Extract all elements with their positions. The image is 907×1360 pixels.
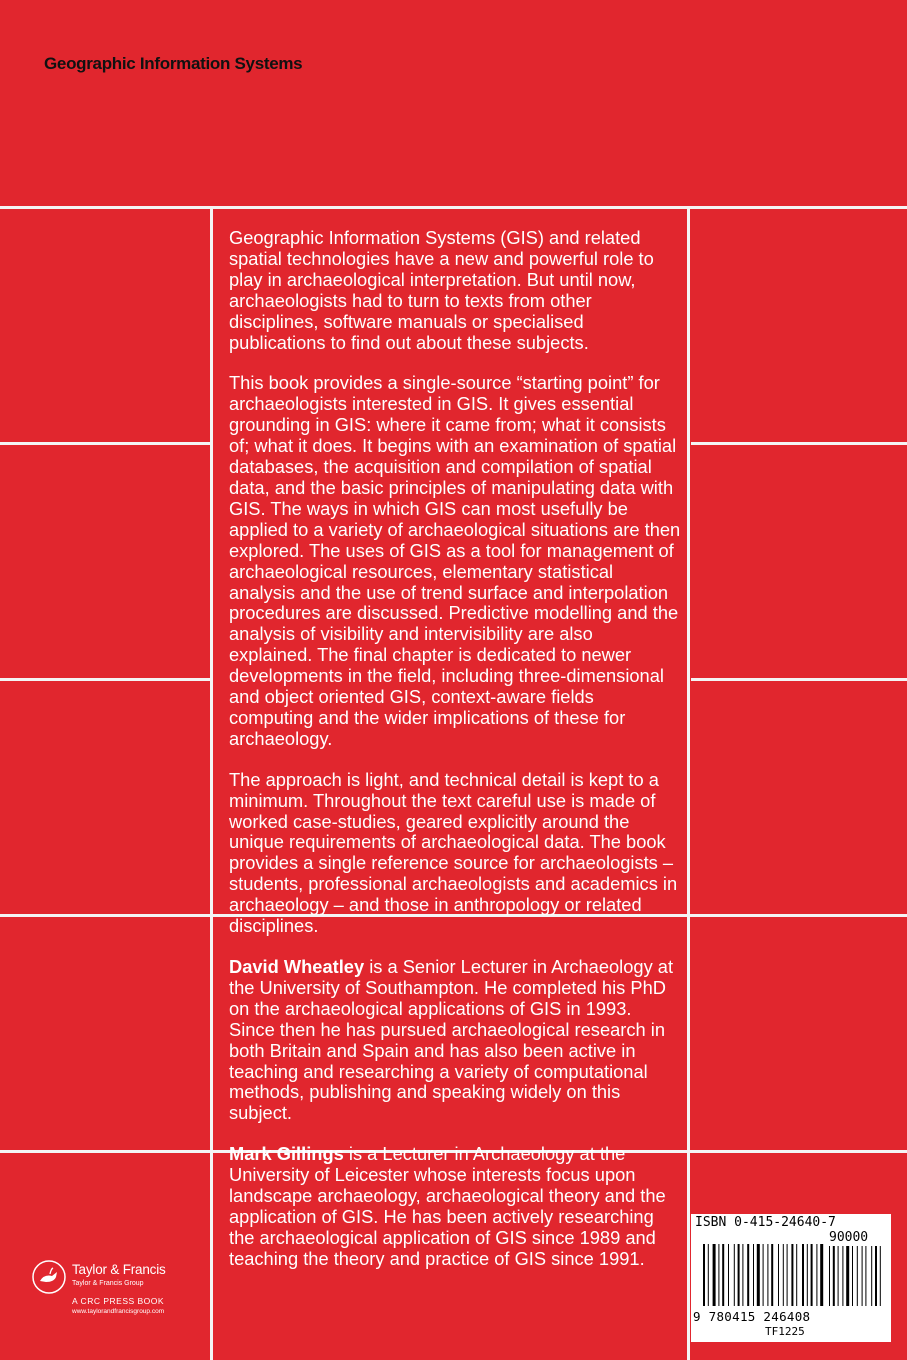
- author-bio-text: is a Senior Lecturer in Archaeology at the University of Southampton. He completed his PhD on the archaeological applications of GIS in 1993. Since then he has pursued archaeological research in both Britain and Spain and has also been active in teaching and researching a variety of computational methods, publishing and speaking widely on this subject.: [229, 956, 674, 1124]
- price-code: 90000: [829, 1230, 869, 1245]
- grid-line: [691, 442, 907, 445]
- product-code: TF1225: [765, 1325, 805, 1338]
- blurb-paragraph: This book provides a single-source “starting point” for archaeologists interested in GIS. It gives essential grounding in GIS: where it came from; what it consists of; what it does. It begins with an examination of spatial databases, the acquisition and compilation of spatial data, and the basic principles of manipulating data with GIS. The ways in which GIS can most usefully be applied to a variety of archaeological situations are then explored. The uses of GIS as a tool for management of archaeological resources, elementary statistical analysis and the use of trend surface and interpolation procedures are discussed. Predictive modelling and the analysis of visibility and intervisibility are also explained. The final chapter is dedicated to newer developments in the field, including three-dimensional and object oriented GIS, context-aware fields computing and the wider implications of these for archaeology.: [229, 372, 681, 749]
- lamp-icon: [32, 1260, 66, 1294]
- barcode-bars: [691, 1230, 891, 1310]
- series-title: Geographic Information Systems: [44, 54, 303, 73]
- grid-line: [691, 678, 907, 681]
- author-bio-text: is a Lecturer in Archaeology at the University of Leicester whose interests focus upon landscape archaeology, archaeological theory and the application of GIS. He has been actively researching the archaeological application of GIS since 1989 and teaching the theory and practice of GIS since 1991.: [229, 1143, 666, 1269]
- author-bio: [229, 957, 681, 1124]
- blurb-paragraph: The approach is light, and technical detail is kept to a minimum. Throughout the text careful use is made of worked case-studies, geared explicitly around the unique requirements of archaeological data. The book provides a single reference source for archaeologists – students, professional archaeologists and academics in archaeology – and those in anthropology or related disciplines.: [229, 768, 678, 937]
- isbn: ISBN 0-415-24640-7: [695, 1215, 836, 1230]
- grid-line: [210, 206, 213, 1360]
- author-name: Mark Gillings: [229, 1143, 344, 1165]
- grid-line: [687, 206, 690, 1360]
- ean-digits: 9 780415 246408: [693, 1309, 811, 1324]
- publisher-url: www.taylorandfrancisgroup.com: [72, 1308, 165, 1315]
- barcode-panel: [691, 1214, 891, 1342]
- publisher-logo: [32, 1260, 212, 1320]
- publisher-brand: Taylor & Francis: [72, 1262, 166, 1277]
- author-bio: [229, 1144, 681, 1269]
- publisher-imprint: A CRC PRESS BOOK: [72, 1296, 165, 1306]
- blurb-paragraph: Geographic Information Systems (GIS) and related spatial technologies have a new and powerful role to play in archaeological interpretation. But until now, archaeologists had to turn to texts from other disciplines, software manuals or specialised publications to find out about these subjects.: [229, 227, 654, 353]
- grid-line: [0, 678, 212, 681]
- blurb: [229, 228, 681, 1290]
- publisher-group: Taylor & Francis Group: [72, 1280, 144, 1287]
- grid-line: [0, 442, 212, 445]
- author-name: David Wheatley: [229, 956, 365, 977]
- grid-line: [0, 206, 907, 209]
